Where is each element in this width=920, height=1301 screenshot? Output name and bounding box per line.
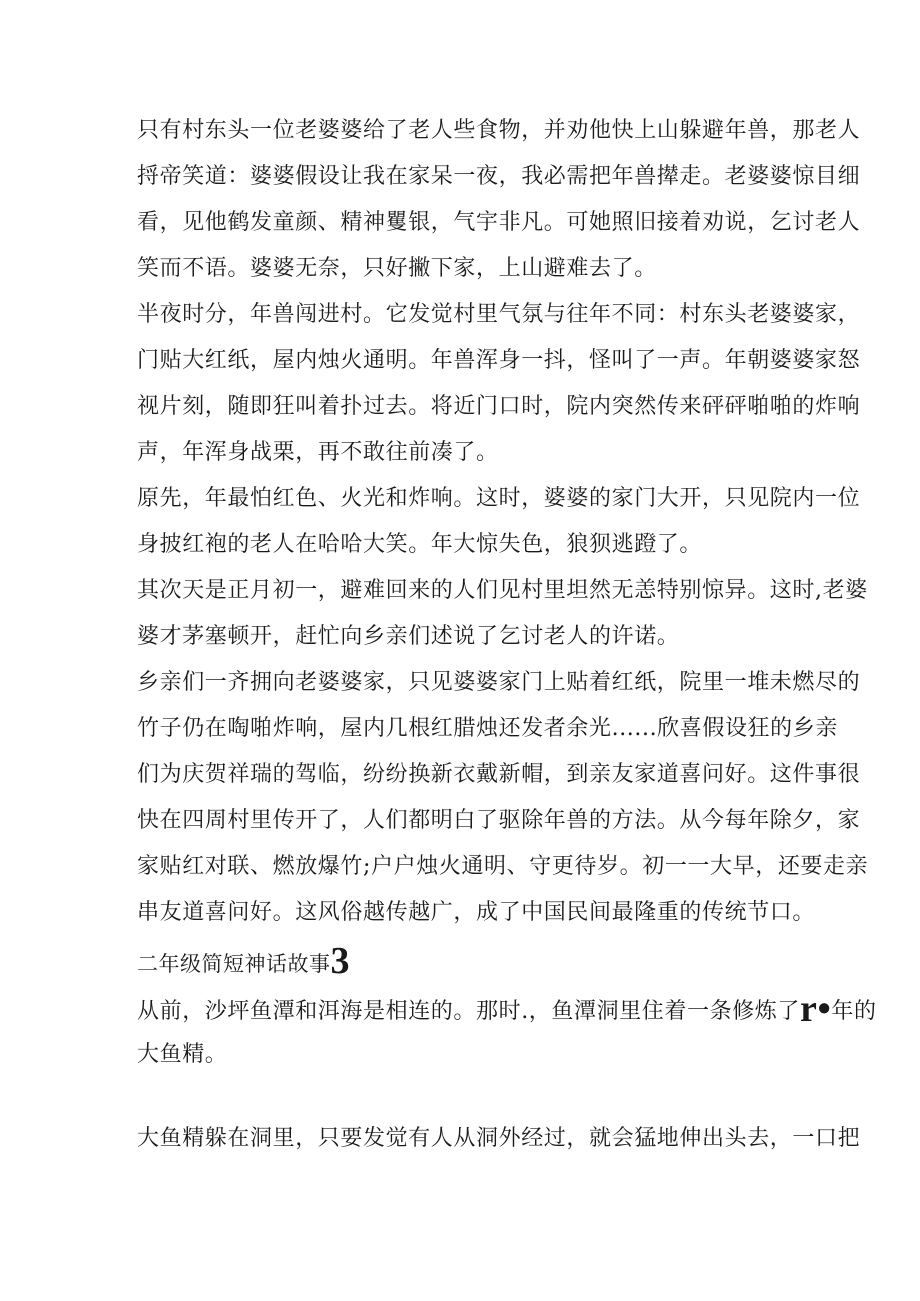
story3-line-2: 大鱼精。: [137, 1042, 228, 1067]
story3-odd-glyph: r•: [800, 988, 832, 1030]
paragraph-1-line-3: 看，见他鹤发童颜、精神矍银，气宇非凡。可她照旧接着劝说，乞讨老人: [137, 210, 861, 235]
paragraph-3-line-2: 身披红袍的老人在哈哈大笑。年大惊失色，狼狈逃蹬了。: [137, 532, 703, 557]
paragraph-5-line-4: 快在四周村里传开了，人们都明白了驱除年兽的方法。从今每年除夕，家: [137, 808, 861, 833]
paragraph-2-line-3: 视片刻，随即狂叫着扑过去。将近门口时，院内突然传来砰砰啪啪的炸响: [137, 394, 861, 419]
paragraph-5-line-2: 竹子仍在啕啪炸响，屋内几根红腊烛还发者余光......欣喜假设狂的乡亲: [137, 716, 838, 741]
paragraph-2-line-4: 声，年浑身战栗，再不敢往前凑了。: [137, 440, 499, 465]
section-heading: [137, 940, 797, 982]
paragraph-5-line-1: 乡亲们一齐拥向老婆婆家，只见婆婆家门上贴着红纸，院里一堆未燃尽的: [137, 670, 861, 695]
paragraph-1-line-4: 笑而不语。婆婆无奈，只好撇下家，上山避难去了。: [137, 256, 657, 281]
paragraph-5-line-5: 家贴红对联、燃放爆竹;户户烛火通明、守更待岁。初一一大早，还要走亲: [137, 854, 869, 879]
paragraph-1-line-1: 只有村东头一位老婆婆给了老人些食物，并劝他快上山躲避年兽，那老人: [137, 118, 861, 143]
paragraph-2-line-2: 门贴大红纸，屋内烛火通明。年兽浑身一抖，怪叫了一声。年朝婆婆家怒: [137, 348, 861, 373]
paragraph-5-line-3: 们为庆贺祥瑞的驾临，纷纷换新衣戴新帽，到亲友家道喜问好。这件事很: [137, 762, 861, 787]
paragraph-4-line-1: 其次天是正月初一，避难回来的人们见村里坦然无恙特别惊异。这时,老婆: [137, 578, 868, 603]
story3-line-3: 大鱼精躲在洞里，只要发觉有人从洞外经过，就会猛地伸出头去，一口把: [137, 1126, 861, 1151]
paragraph-3-line-1: 原先，年最怕红色、火光和炸响。这时，婆婆的家门大开，只见院内一位: [137, 486, 861, 511]
section-heading-text: 二年级简短神话故事: [137, 952, 331, 976]
section-heading-number: 3: [330, 940, 350, 982]
story3-line-1: [137, 988, 877, 1030]
story3-line-1-after: 年的: [831, 999, 877, 1024]
paragraph-2-line-1: 半夜时分，年兽闯进村。它发觉村里气氛与往年不同：村东头老婆婆家，: [137, 302, 861, 327]
story3-line-1-before: 从前，沙坪鱼潭和洱海是相连的。那时.，鱼潭洞里住着一条修炼了: [137, 999, 800, 1024]
paragraph-5-line-6: 串友道喜问好。这风俗越传越广，成了中国民间最隆重的传统节口。: [137, 900, 816, 925]
paragraph-4-line-2: 婆才茅塞顿开，赶忙向乡亲们述说了乞讨老人的许诺。: [137, 624, 680, 649]
paragraph-1-line-2: 捋帝笑道：婆婆假设让我在家呆一夜，我必需把年兽撵走。老婆婆惊目细: [137, 164, 861, 189]
